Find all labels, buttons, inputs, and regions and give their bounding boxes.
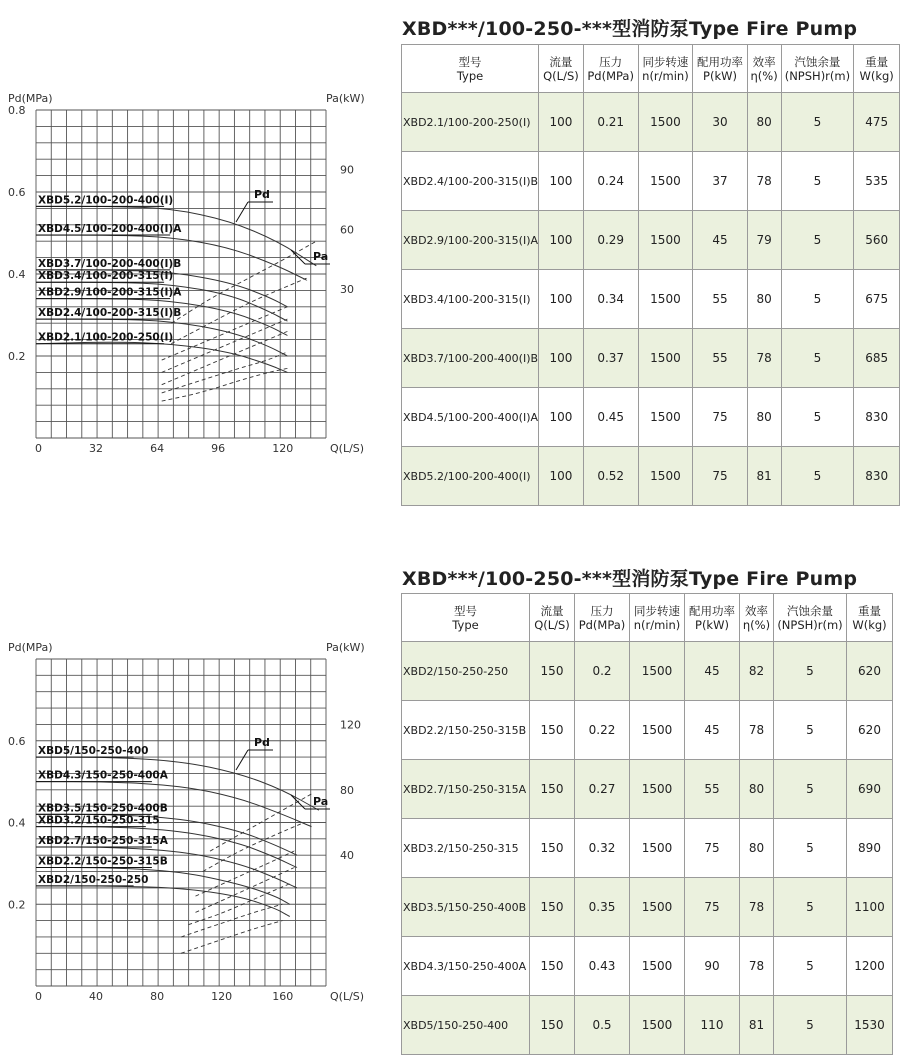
- y-right-tick-label: 40: [340, 849, 354, 863]
- y-right-tick-label: 80: [340, 783, 354, 797]
- table-row: [402, 760, 893, 819]
- column-header-cn: 同步转速: [642, 54, 689, 69]
- value-cell: 78: [747, 152, 781, 211]
- value-cell: 5: [781, 329, 854, 388]
- pd-callout-label: Pd: [254, 736, 270, 749]
- value-cell: 78: [747, 329, 781, 388]
- value-cell: 620: [847, 701, 893, 760]
- column-header-en: Q(L/S): [534, 617, 570, 632]
- value-cell: 0.32: [575, 819, 630, 878]
- pa-curve: [203, 822, 304, 871]
- series-label: XBD2.4/100-200-315(I)B: [38, 307, 182, 320]
- model-cell: XBD2/150-250-250: [402, 642, 530, 701]
- column-header-cn: 效率: [745, 603, 768, 618]
- table-row: [402, 819, 893, 878]
- column-header-en: (NPSH)r(m): [784, 68, 851, 83]
- y-left-tick-label: 0.6: [8, 734, 26, 748]
- series-label: XBD4.5/100-200-400(I)A: [38, 223, 182, 236]
- x-tick-label: 96: [211, 442, 226, 455]
- column-header-cn: 流量: [540, 603, 564, 618]
- column-header-en: W(kg): [852, 617, 887, 632]
- series-label: XBD2/150-250-250: [38, 873, 149, 886]
- value-cell: 30: [693, 93, 747, 152]
- series-label: XBD3.5/150-250-400B: [38, 802, 168, 815]
- pd-curve: [36, 827, 297, 868]
- value-cell: 5: [774, 642, 847, 701]
- column-header: [583, 45, 638, 93]
- x-axis-label: Q(L/S): [330, 990, 365, 1003]
- column-header: [774, 594, 847, 642]
- value-cell: 0.22: [575, 701, 630, 760]
- y-axis-left-label: Pd(MPa): [8, 92, 53, 105]
- value-cell: 0.52: [583, 447, 638, 506]
- value-cell: 0.37: [583, 329, 638, 388]
- pd-curve: [36, 847, 297, 888]
- model-cell: XBD2.2/150-250-315B: [402, 701, 530, 760]
- column-header-cn: 汽蚀余量: [787, 603, 833, 618]
- column-header-cn: 配用功率: [697, 54, 744, 69]
- pd-curve: [36, 782, 312, 827]
- value-cell: 475: [854, 93, 900, 152]
- pa-curve: [181, 921, 283, 954]
- x-tick-label: 40: [89, 990, 104, 1003]
- value-cell: 150: [530, 760, 575, 819]
- value-cell: 100: [539, 388, 584, 447]
- x-tick-label: 120: [211, 990, 233, 1003]
- model-cell: XBD5/150-250-400: [402, 996, 530, 1055]
- column-header: [638, 45, 693, 93]
- value-cell: 5: [781, 388, 854, 447]
- series-label: XBD3.2/150-250-315: [38, 814, 160, 827]
- column-header-en: n(r/min): [642, 68, 689, 83]
- column-header-cn: 效率: [752, 54, 776, 69]
- value-cell: 150: [530, 819, 575, 878]
- value-cell: 75: [685, 878, 740, 937]
- value-cell: 55: [693, 329, 747, 388]
- column-header: [740, 594, 774, 642]
- column-header-en: Q(L/S): [543, 68, 579, 83]
- value-cell: 5: [774, 937, 847, 996]
- value-cell: 78: [740, 701, 774, 760]
- value-cell: 78: [740, 878, 774, 937]
- column-header-en: η(%): [742, 617, 771, 632]
- y-left-tick-label: 0.4: [8, 816, 26, 830]
- column-header: [781, 45, 854, 93]
- value-cell: 5: [774, 701, 847, 760]
- pd-curve: [36, 814, 297, 855]
- value-cell: 37: [693, 152, 747, 211]
- value-cell: 1500: [638, 93, 693, 152]
- column-header: [402, 45, 539, 93]
- series-label: XBD2.9/100-200-315(I)A: [38, 286, 182, 299]
- value-cell: 1500: [638, 211, 693, 270]
- value-cell: 1500: [638, 329, 693, 388]
- value-cell: 690: [847, 760, 893, 819]
- pd-curve: [36, 868, 290, 905]
- x-axis-label: Q(L/S): [330, 442, 365, 455]
- y-left-tick-label: 0.6: [8, 186, 26, 199]
- value-cell: 5: [774, 996, 847, 1055]
- x-tick-label: 0: [35, 442, 42, 455]
- value-cell: 0.27: [575, 760, 630, 819]
- y-left-tick-label: 0.2: [8, 898, 26, 912]
- y-left-tick-label: 0.4: [8, 268, 26, 281]
- value-cell: 80: [747, 388, 781, 447]
- model-cell: XBD4.3/150-250-400A: [402, 937, 530, 996]
- column-header-en: P(kW): [703, 68, 737, 83]
- pa-curve: [196, 868, 295, 913]
- table-row: [402, 447, 900, 506]
- value-cell: 5: [781, 152, 854, 211]
- value-cell: 5: [781, 211, 854, 270]
- y-left-tick-label: 0.2: [8, 350, 26, 363]
- model-cell: XBD5.2/100-200-400(I): [402, 447, 539, 506]
- table-row: [402, 996, 893, 1055]
- value-cell: 1500: [630, 642, 685, 701]
- series-label: XBD4.3/150-250-400A: [38, 769, 168, 782]
- y-right-tick-label: 60: [340, 223, 354, 237]
- y-right-tick-label: 30: [340, 282, 354, 296]
- column-header-en: Type: [452, 617, 479, 632]
- column-header-cn: 配用功率: [689, 603, 735, 618]
- value-cell: 55: [693, 270, 747, 329]
- value-cell: 0.5: [575, 996, 630, 1055]
- y-axis-right-label: Pa(kW): [326, 92, 365, 105]
- column-header: [685, 594, 740, 642]
- model-cell: XBD2.4/100-200-315(I)B: [402, 152, 539, 211]
- column-header-en: W(kg): [859, 68, 894, 83]
- value-cell: 79: [747, 211, 781, 270]
- series-label: XBD5.2/100-200-400(I): [38, 194, 174, 207]
- series-label: XBD2.2/150-250-315B: [38, 855, 168, 868]
- value-cell: 1500: [630, 937, 685, 996]
- value-cell: 81: [740, 996, 774, 1055]
- table-row: [402, 152, 900, 211]
- value-cell: 5: [774, 878, 847, 937]
- table-row: [402, 211, 900, 270]
- table-row: [402, 937, 893, 996]
- value-cell: 100: [539, 329, 584, 388]
- pa-curve: [196, 851, 295, 896]
- model-cell: XBD4.5/100-200-400(I)A: [402, 388, 539, 447]
- value-cell: 830: [854, 447, 900, 506]
- pa-callout-label: Pa: [313, 250, 329, 263]
- value-cell: 560: [854, 211, 900, 270]
- x-tick-label: 32: [89, 442, 104, 455]
- table-row: [402, 93, 900, 152]
- model-cell: XBD2.7/150-250-315A: [402, 760, 530, 819]
- value-cell: 45: [685, 642, 740, 701]
- value-cell: 1500: [638, 447, 693, 506]
- column-header-cn: 同步转速: [634, 603, 680, 618]
- section-title-1: XBD***/100-250-***型消防泵Type Fire Pump: [402, 18, 858, 40]
- pd-callout-leader: [236, 750, 248, 770]
- value-cell: 82: [740, 642, 774, 701]
- value-cell: 1500: [638, 270, 693, 329]
- value-cell: 100: [539, 447, 584, 506]
- value-cell: 150: [530, 996, 575, 1055]
- column-header-en: η(%): [750, 68, 778, 83]
- value-cell: 1500: [630, 760, 685, 819]
- pa-callout-leader: [291, 795, 305, 809]
- value-cell: 75: [685, 819, 740, 878]
- value-cell: 150: [530, 701, 575, 760]
- model-cell: XBD3.4/100-200-315(I): [402, 270, 539, 329]
- column-header: [847, 594, 893, 642]
- column-header-cn: 型号: [454, 603, 477, 618]
- spec-table-1: [401, 44, 900, 506]
- x-tick-label: 160: [272, 990, 294, 1003]
- table-row: [402, 270, 900, 329]
- pa-curve: [188, 884, 289, 925]
- table-header-row: [402, 594, 893, 642]
- value-cell: 0.45: [583, 388, 638, 447]
- value-cell: 80: [747, 270, 781, 329]
- value-cell: 620: [847, 642, 893, 701]
- column-header: [402, 594, 530, 642]
- value-cell: 0.34: [583, 270, 638, 329]
- value-cell: 150: [530, 878, 575, 937]
- pd-curve: [36, 886, 290, 917]
- table-header-row: [402, 45, 900, 93]
- value-cell: 90: [685, 937, 740, 996]
- value-cell: 1200: [847, 937, 893, 996]
- pd-callout-label: Pd: [254, 188, 270, 201]
- column-header-en: (NPSH)r(m): [777, 617, 843, 632]
- table-row: [402, 878, 893, 937]
- value-cell: 75: [693, 388, 747, 447]
- model-cell: XBD3.5/150-250-400B: [402, 878, 530, 937]
- x-tick-label: 120: [272, 442, 294, 455]
- value-cell: 55: [685, 760, 740, 819]
- value-cell: 0.43: [575, 937, 630, 996]
- pd-curve: [36, 206, 316, 265]
- value-cell: 150: [530, 937, 575, 996]
- value-cell: 5: [774, 760, 847, 819]
- value-cell: 890: [847, 819, 893, 878]
- value-cell: 1500: [630, 701, 685, 760]
- value-cell: 80: [740, 819, 774, 878]
- column-header-en: Pd(MPa): [578, 617, 626, 632]
- value-cell: 5: [781, 447, 854, 506]
- column-header-cn: 压力: [599, 54, 623, 69]
- x-tick-label: 64: [150, 442, 165, 455]
- pd-curve: [36, 757, 319, 810]
- y-right-tick-label: 120: [340, 718, 361, 732]
- y-right-tick-label: 90: [340, 163, 354, 177]
- value-cell: 100: [539, 93, 584, 152]
- value-cell: 81: [747, 447, 781, 506]
- column-header: [747, 45, 781, 93]
- x-tick-label: 0: [35, 990, 42, 1003]
- spec-table-2: [401, 593, 893, 1055]
- value-cell: 100: [539, 270, 584, 329]
- value-cell: 78: [740, 937, 774, 996]
- column-header-cn: 流量: [549, 54, 573, 69]
- value-cell: 830: [854, 388, 900, 447]
- series-label: XBD2.7/150-250-315A: [38, 835, 168, 848]
- table-row: [402, 642, 893, 701]
- column-header: [539, 45, 584, 93]
- series-label: XBD2.1/100-200-250(I): [38, 331, 174, 344]
- column-header: [693, 45, 747, 93]
- pa-callout-label: Pa: [313, 795, 329, 808]
- section-title-2: XBD***/100-250-***型消防泵Type Fire Pump: [402, 568, 858, 590]
- value-cell: 100: [539, 152, 584, 211]
- value-cell: 0.35: [575, 878, 630, 937]
- column-header: [854, 45, 900, 93]
- value-cell: 110: [685, 996, 740, 1055]
- column-header-en: n(r/min): [633, 617, 681, 632]
- table-row: [402, 329, 900, 388]
- table-row: [402, 701, 893, 760]
- column-header-en: Pd(MPa): [587, 68, 634, 83]
- value-cell: 5: [781, 93, 854, 152]
- value-cell: 1500: [630, 996, 685, 1055]
- value-cell: 0.2: [575, 642, 630, 701]
- value-cell: 5: [774, 819, 847, 878]
- pa-curve: [181, 904, 283, 937]
- value-cell: 80: [740, 760, 774, 819]
- series-label: XBD3.4/100-200-315(I): [38, 270, 174, 283]
- value-cell: 45: [685, 701, 740, 760]
- column-header-cn: 重量: [858, 603, 881, 618]
- value-cell: 1100: [847, 878, 893, 937]
- model-cell: XBD2.1/100-200-250(I): [402, 93, 539, 152]
- value-cell: 675: [854, 270, 900, 329]
- value-cell: 1500: [638, 388, 693, 447]
- column-header: [630, 594, 685, 642]
- value-cell: 1530: [847, 996, 893, 1055]
- column-header-cn: 汽蚀余量: [794, 54, 841, 69]
- value-cell: 685: [854, 329, 900, 388]
- pa-curve: [210, 794, 312, 851]
- value-cell: 0.21: [583, 93, 638, 152]
- value-cell: 535: [854, 152, 900, 211]
- model-cell: XBD2.9/100-200-315(I)A: [402, 211, 539, 270]
- value-cell: 100: [539, 211, 584, 270]
- y-axis-right-label: Pa(kW): [326, 641, 365, 654]
- column-header-cn: 重量: [865, 54, 889, 69]
- pd-callout-leader: [236, 202, 248, 222]
- value-cell: 80: [747, 93, 781, 152]
- table-row: [402, 388, 900, 447]
- value-cell: 150: [530, 642, 575, 701]
- column-header-cn: 压力: [590, 603, 614, 618]
- column-header: [530, 594, 575, 642]
- model-cell: XBD3.7/100-200-400(I)B: [402, 329, 539, 388]
- value-cell: 0.24: [583, 152, 638, 211]
- performance-chart-1: [0, 0, 400, 500]
- pump-section-1: [0, 0, 900, 530]
- model-cell: XBD3.2/150-250-315: [402, 819, 530, 878]
- value-cell: 1500: [630, 878, 685, 937]
- column-header-en: Type: [456, 68, 484, 83]
- series-label: XBD3.7/100-200-400(I)B: [38, 257, 182, 270]
- x-tick-label: 80: [150, 990, 165, 1003]
- value-cell: 1500: [638, 152, 693, 211]
- column-header-en: P(kW): [695, 617, 729, 632]
- value-cell: 5: [781, 270, 854, 329]
- value-cell: 1500: [630, 819, 685, 878]
- series-label: XBD5/150-250-400: [38, 745, 149, 758]
- column-header-cn: 型号: [458, 54, 482, 69]
- y-axis-left-label: Pd(MPa): [8, 641, 53, 654]
- column-header: [575, 594, 630, 642]
- value-cell: 75: [693, 447, 747, 506]
- value-cell: 45: [693, 211, 747, 270]
- y-left-tick-label: 0.8: [8, 104, 26, 117]
- value-cell: 0.29: [583, 211, 638, 270]
